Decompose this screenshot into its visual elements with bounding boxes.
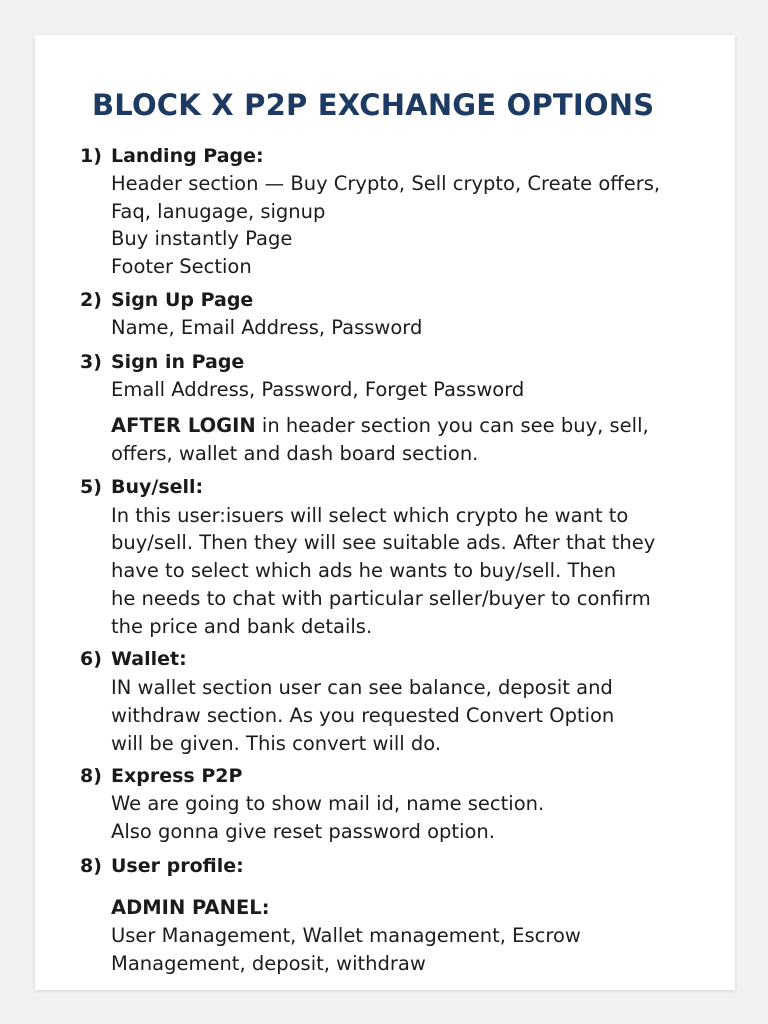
section-5-number: 5) [80,476,102,498]
section-8b-number: 8) [80,855,102,877]
section-2-number: 2) [80,289,102,311]
section-1-line-1: Header section — Buy Crypto, Sell crypto, Create offers, [111,172,661,195]
section-1-heading: Landing Page: [111,145,264,167]
section-6-line-3: will be given. This convert will do. [111,732,442,755]
section-5-line-3: have to select which ads he wants to buy/sell. Then [111,559,617,582]
section-3-heading: Sign in Page [111,351,245,373]
section-6-heading: Wallet: [111,648,187,670]
section-1-number: 1) [80,145,102,167]
section-8-line-1: We are going to show mail id, name section. [111,792,545,815]
after-login-text: in header section you can see buy, sell, [255,414,649,437]
section-8-heading: Express P2P [111,765,243,787]
section-8b-heading: User profile: [111,855,244,877]
admin-panel-heading: ADMIN PANEL: [111,896,270,919]
section-5-heading: Buy/sell: [111,476,204,498]
after-login-label: AFTER LOGIN [111,414,256,437]
admin-panel-line-1: User Management, Wallet management, Escrow [111,924,581,947]
section-6-line-2: withdraw section. As you requested Convert Option [111,704,615,727]
section-3-line-1: Emall Address, Password, Forget Password [111,378,525,401]
section-5-line-1: In this user:isuers will select which crypto he want to [111,504,629,527]
after-login-line-1 [111,414,649,437]
after-login-line-2: offers, wallet and dash board section. [111,442,479,465]
section-8-line-2: Also gonna give reset password option. [111,820,495,843]
section-6-line-1: IN wallet section user can see balance, deposit and [111,676,613,699]
section-1-line-4: Footer Section [111,255,252,278]
section-8-number: 8) [80,765,102,787]
section-2-line-1: Name, Email Address, Password [111,316,423,339]
admin-panel-line-2: Management, deposit, withdraw [111,952,426,975]
section-3-number: 3) [80,351,102,373]
section-5-line-2: buy/sell. Then they will see suitable ads. After that they [111,531,656,554]
section-2-heading: Sign Up Page [111,289,254,311]
section-6-number: 6) [80,648,102,670]
section-5-line-4: he needs to chat with particular seller/buyer to confirm [111,587,651,610]
section-1-line-3: Buy instantly Page [111,227,293,250]
document-title: BLOCK X P2P EXCHANGE OPTIONS [92,88,655,122]
section-5-line-5: the price and bank details. [111,615,373,638]
section-1-line-2: Faq, lanugage, signup [111,200,326,223]
